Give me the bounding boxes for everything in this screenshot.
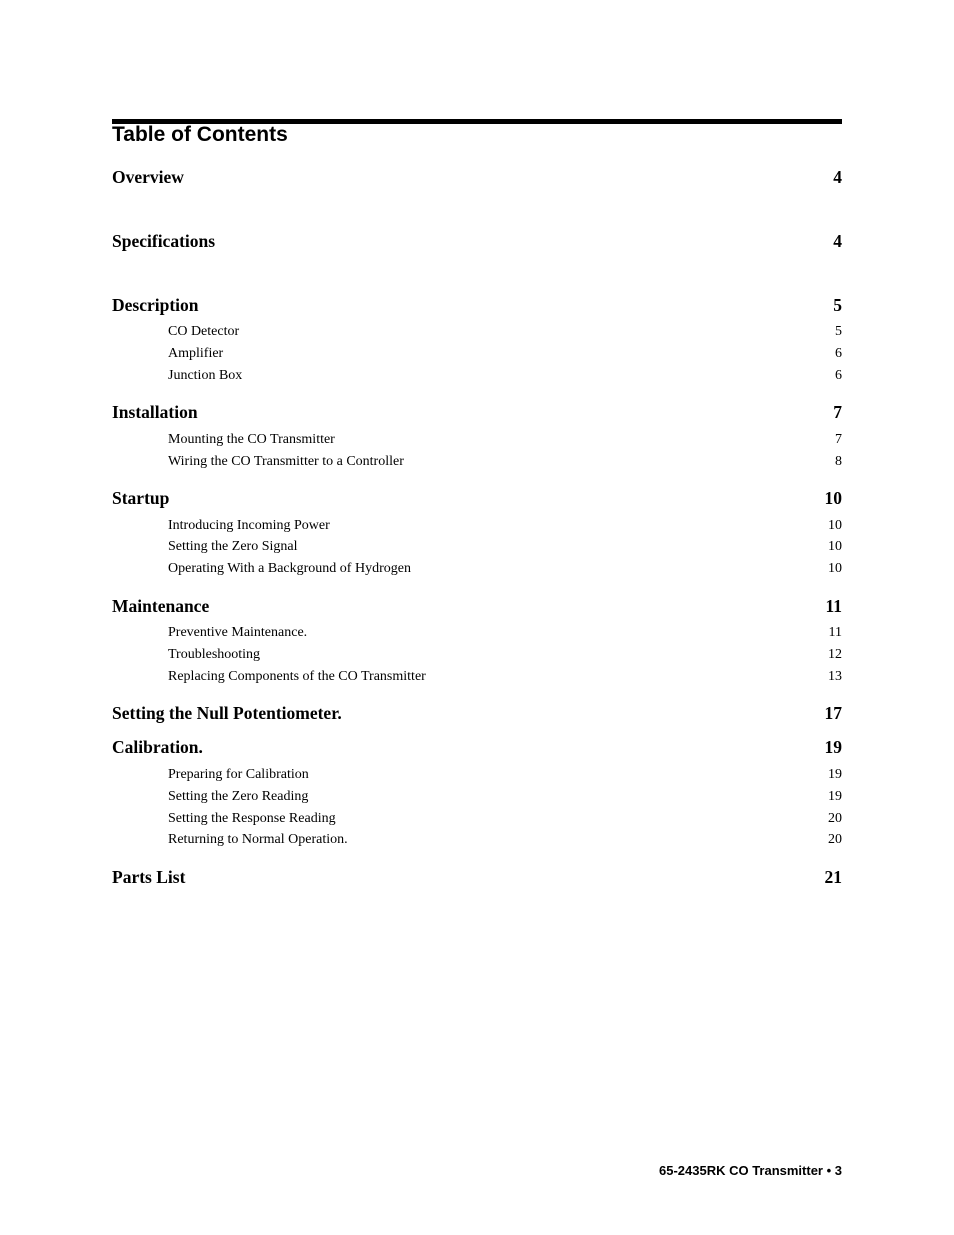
toc-entry-label: Replacing Components of the CO Transmitter xyxy=(168,669,426,684)
toc-page-number: 19 xyxy=(824,765,842,785)
toc-page-number: 6 xyxy=(831,344,842,364)
toc-page-number: 17 xyxy=(821,701,843,725)
toc-entry-label: Introducing Incoming Power xyxy=(168,518,330,533)
toc-section-entry xyxy=(112,400,842,424)
toc-entry-label: Returning to Normal Operation. xyxy=(168,832,348,847)
toc-section-entry xyxy=(112,165,842,189)
toc-page-number: 21 xyxy=(821,865,843,889)
toc-entry-label: Maintenance xyxy=(112,596,210,616)
toc-section-entry xyxy=(112,701,842,725)
toc-subsection-entry xyxy=(168,830,842,850)
page-title: Table of Contents xyxy=(112,123,288,146)
toc-page-number: 8 xyxy=(831,452,842,472)
toc-entry-label: Specifications xyxy=(112,231,216,251)
toc-subsection-entry xyxy=(168,765,842,785)
toc-subsection-entry xyxy=(168,537,842,557)
toc-subsection-entry xyxy=(168,809,842,829)
toc-subsection-entry xyxy=(168,516,842,536)
toc-subsection-entry xyxy=(168,787,842,807)
page-footer: 65-2435RK CO Transmitter • 3 xyxy=(658,1163,842,1178)
toc-page-number: 19 xyxy=(821,735,843,759)
toc-entry-label: Installation xyxy=(112,402,198,422)
toc-subsection-entry xyxy=(168,452,842,472)
toc-entry-label: Mounting the CO Transmitter xyxy=(168,432,335,447)
toc-subsection-entry xyxy=(168,623,842,643)
toc-page-number: 13 xyxy=(824,667,842,687)
toc-page-number: 7 xyxy=(829,400,842,424)
toc-page-number: 4 xyxy=(829,229,842,253)
toc-entry-label: Wiring the CO Transmitter to a Controller xyxy=(168,454,404,469)
toc-page-number: 11 xyxy=(821,594,842,618)
toc-page-number: 11 xyxy=(825,623,842,643)
toc-entry-label: Preventive Maintenance. xyxy=(168,625,308,640)
toc-subsection-entry xyxy=(168,322,842,342)
toc-entry-label: Amplifier xyxy=(168,346,224,361)
toc-page-number: 10 xyxy=(824,537,842,557)
toc-section-entry xyxy=(112,486,842,510)
toc-entry-label: Setting the Zero Signal xyxy=(168,539,298,554)
toc-section-entry xyxy=(112,865,842,889)
toc-subsection-entry xyxy=(168,430,842,450)
toc-section-entry xyxy=(112,229,842,253)
toc-page-number: 7 xyxy=(831,430,842,450)
toc-entry-label: CO Detector xyxy=(168,324,240,339)
toc-entry-label: Preparing for Calibration xyxy=(168,767,309,782)
toc-page-number: 10 xyxy=(824,559,842,579)
toc-page-number: 19 xyxy=(824,787,842,807)
toc-page-number: 10 xyxy=(821,486,843,510)
toc-page-number: 5 xyxy=(829,293,842,317)
toc-list xyxy=(112,0,842,1235)
toc-section-entry xyxy=(112,735,842,759)
toc-subsection-entry xyxy=(168,559,842,579)
toc-entry-label: Operating With a Background of Hydrogen xyxy=(168,561,411,576)
toc-entry-label: Description xyxy=(112,295,199,315)
toc-entry-label: Setting the Null Potentiometer. xyxy=(112,703,342,723)
toc-subsection-entry xyxy=(168,667,842,687)
toc-subsection-entry xyxy=(168,645,842,665)
toc-entry-label: Troubleshooting xyxy=(168,647,261,662)
toc-subsection-entry xyxy=(168,366,842,386)
toc-page-number: 20 xyxy=(824,809,842,829)
toc-entry-label: Parts List xyxy=(112,867,186,887)
toc-section-entry xyxy=(112,594,842,618)
toc-section-entry xyxy=(112,293,842,317)
toc-page-number: 4 xyxy=(829,165,842,189)
toc-page-number: 6 xyxy=(831,366,842,386)
toc-entry-label: Junction Box xyxy=(168,368,243,383)
toc-entry-label: Startup xyxy=(112,488,170,508)
toc-page-number: 10 xyxy=(824,516,842,536)
toc-entry-label: Overview xyxy=(112,167,184,187)
toc-subsection-entry xyxy=(168,344,842,364)
toc-page-number: 12 xyxy=(824,645,842,665)
toc-page-number: 5 xyxy=(831,322,842,342)
toc-page-number: 20 xyxy=(824,830,842,850)
toc-entry-label: Setting the Response Reading xyxy=(168,811,336,826)
toc-entry-label: Calibration. xyxy=(112,737,203,757)
toc-entry-label: Setting the Zero Reading xyxy=(168,789,309,804)
